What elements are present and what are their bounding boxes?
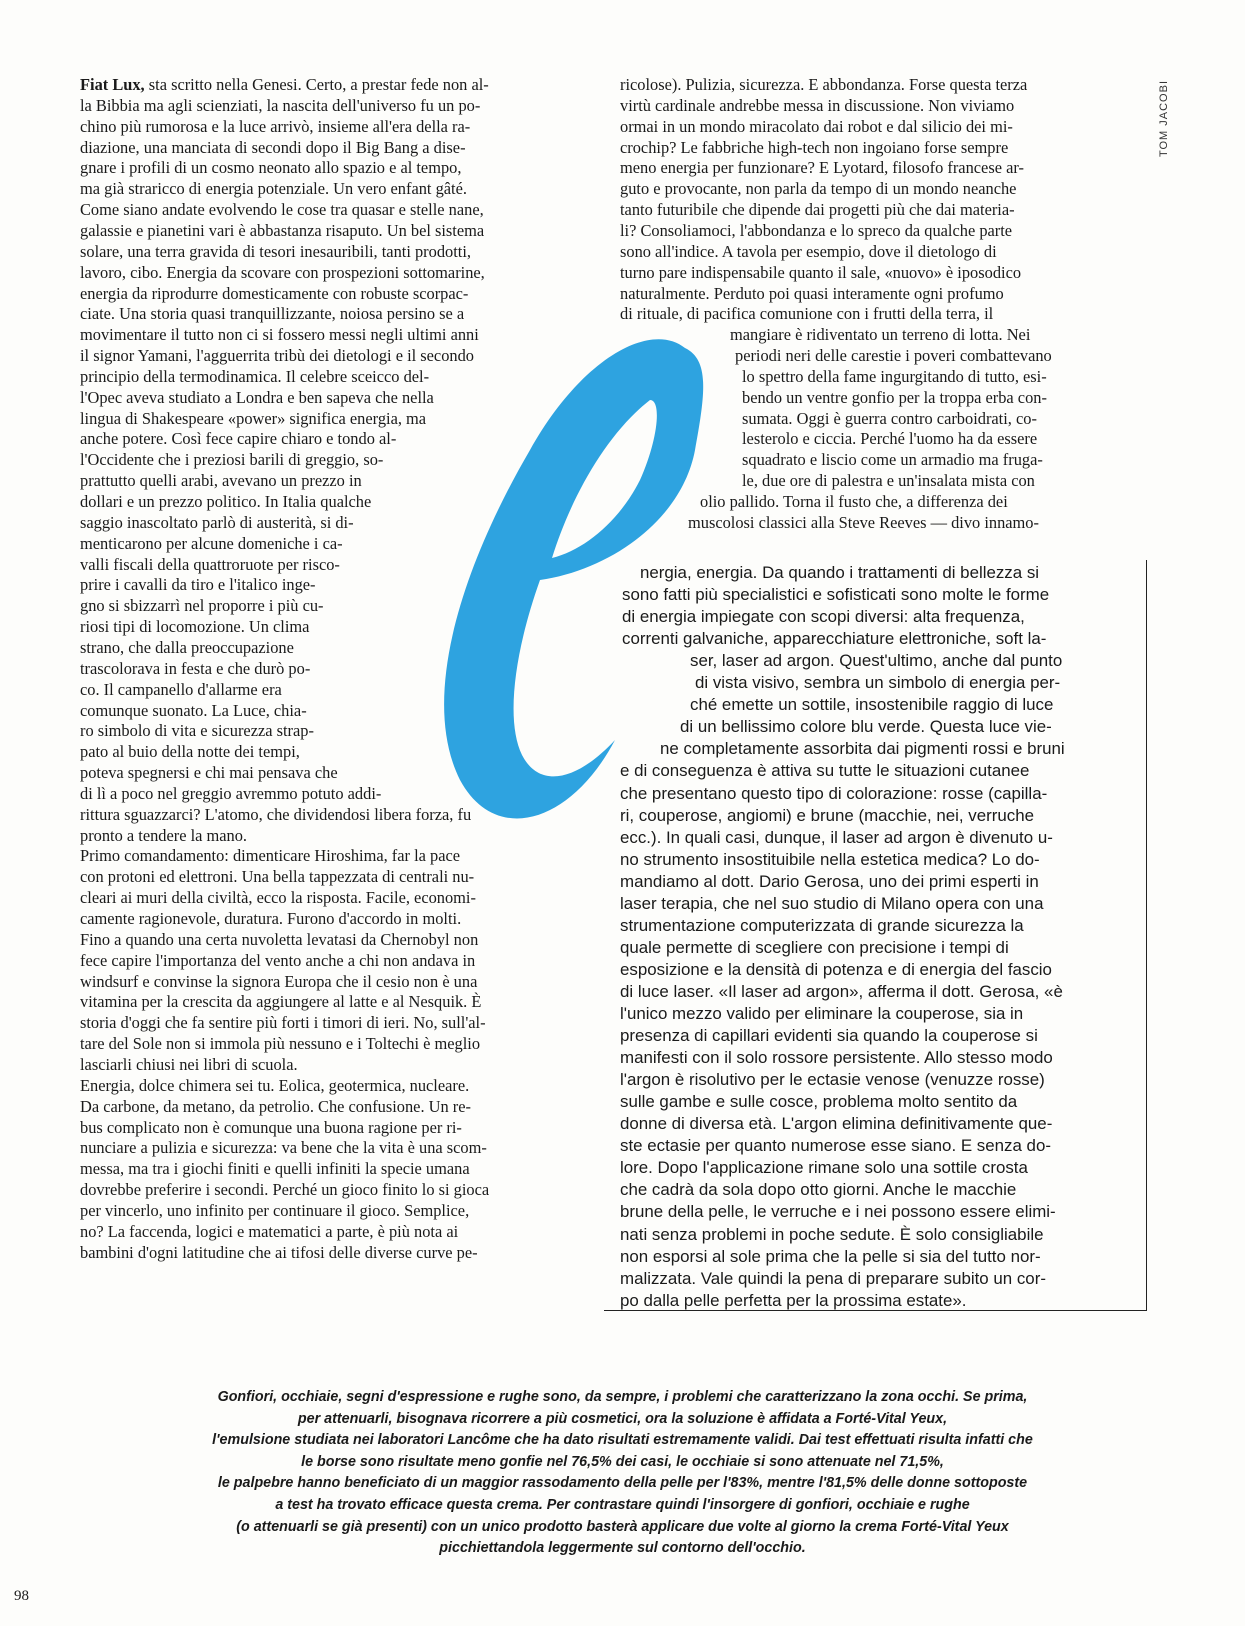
right-column-line: turno pare indispensabile quanto il sale, «nuovo» è iposodico [620, 262, 1022, 282]
caption-line: (o attenuarli se già presenti) con un unico prodotto basterà applicare due volte al giorno la crema Forté-Vital Yeux [236, 1518, 1009, 1535]
sidebar-line: che cadrà da sola dopo otto giorni. Anche le macchie [620, 1180, 1017, 1200]
right-column-line: tanto futuribile che dipende dai progetti più che dai materia- [620, 200, 1015, 220]
left-column-line: cleari ai muri della civiltà, ecco la risposta. Facile, economi- [80, 888, 476, 908]
right-column-line: bendo un ventre gonfio per la troppa erba con- [742, 387, 1047, 407]
left-column-line: bambini d'ogni latitudine che ai tifosi delle diverse curve pe- [80, 1242, 478, 1262]
left-column-line: solare, una terra gravida di tesori inesauribili, tanti prodotti, [80, 241, 471, 261]
right-column-line: le, due ore di palestra e un'insalata mista con [742, 471, 1035, 491]
left-column-line: strano, che dalla preoccupazione [80, 637, 294, 657]
left-column-line: rittura sguazzarci? L'atomo, che dividendosi libera forza, fu [80, 804, 472, 824]
right-column-line: li? Consoliamoci, l'abbondanza e lo spreco da qualche parte [620, 220, 1013, 240]
sidebar-line: sono fatti più specialistici e sofisticati sono molte le forme [622, 585, 1050, 605]
left-column-line: movimentare il tutto non ci si fossero messi negli ultimi anni [80, 325, 479, 345]
left-column-line: poteva spegnersi e chi mai pensava che [80, 763, 338, 783]
page-number: 98 [14, 1588, 29, 1604]
left-column-line: l'Occidente che i preziosi barili di greggio, so- [80, 450, 384, 470]
left-column-line: di lì a poco nel greggio avremmo potuto addi- [80, 783, 382, 803]
left-column-line: windsurf e convinse la signora Europa che il cesio non è una [80, 971, 478, 991]
left-column-line: tare del Sole non si immola più nessuno e i Toltechi è meglio [80, 1034, 481, 1054]
left-column-line: diazione, una manciata di secondi dopo il Big Bang a dise- [80, 137, 466, 157]
sidebar-line: donne di diversa età. L'argon elimina definitivamente que- [620, 1114, 1053, 1134]
sidebar-line: di vista visivo, sembra un simbolo di energia per- [695, 673, 1061, 693]
left-column-line: lasciarli chiusi nei libri di scuola. [80, 1054, 298, 1074]
right-column-line: ormai in un mondo miracolato dai robot e dal silicio dei mi- [620, 116, 1013, 136]
left-column-line: dovrebbe preferire i secondi. Perché un gioco finito lo si gioca [80, 1180, 490, 1200]
left-column-line: il signor Yamani, l'agguerrita tribù dei dietologi e il secondo [80, 346, 474, 366]
right-column-line: lesterolo e ciccia. Perché l'uomo ha da essere [742, 429, 1038, 449]
right-column-line: olio pallido. Torna il fusto che, a differenza dei [700, 492, 1008, 511]
left-column-line: trascolorava in festa e che durò po- [80, 658, 311, 678]
left-column-line: con protoni ed elettroni. Una bella tappezzata di centrali nu- [80, 867, 475, 887]
left-column-line: pato al buio della notte dei tempi, [80, 742, 300, 762]
sidebar-line: brune della pelle, le verruche e i nei possono essere elimi- [620, 1202, 1056, 1222]
right-column-line: periodi neri delle carestie i poveri combattevano [735, 346, 1052, 366]
right-column-line: guto e provocante, non parla da tempo di un mondo neanche [620, 179, 1017, 199]
left-column-line: bus complicato non è comunque una buona ragione per ri- [80, 1117, 462, 1137]
sidebar-line: di un bellissimo colore blu verde. Questa luce vie- [680, 717, 1052, 737]
caption-line: per attenuarli, bisognava ricorrere a più cosmetici, ora la soluzione è affidata a Forté-Vital Yeux, [297, 1410, 948, 1427]
right-column-line: lo spettro della fame ingurgitando di tutto, esi- [742, 366, 1047, 386]
lead-in: Fiat Lux, [80, 75, 145, 94]
right-column-line: di rituale, di pacifica comunione con i frutti della terra, il [620, 304, 994, 324]
sidebar-line: sulle gambe e sulle cosce, problema molto sentito da [620, 1092, 1018, 1112]
left-column-line: l'Opec aveva studiato a Londra e ben sapeva che nella [80, 387, 434, 407]
left-column-line: storia d'oggi che fa sentire più forti i timori di ieri. No, sull'al- [80, 1013, 486, 1033]
left-column-line: per vincerlo, uno infinito per continuare il gioco. Semplice, [80, 1200, 470, 1220]
right-column-line: mangiare è ridiventato un terreno di lotta. Nei [730, 325, 1031, 345]
sidebar-line: nergia, energia. Da quando i trattamenti di bellezza si [640, 563, 1040, 582]
sidebar-line: strumentazione computerizzata di grande sicurezza la [620, 915, 1024, 935]
sidebar-line: no strumento insostituibile nella estetica medica? Lo do- [620, 849, 1040, 869]
left-column-line: comunque suonato. La Luce, chia- [80, 700, 307, 720]
sidebar-line: ne completamente assorbita dai pigmenti rossi e bruni [660, 739, 1065, 759]
caption-line: Gonfiori, occhiaie, segni d'espressione e rughe sono, da sempre, i problemi che caratterizzano la zona occhi. Se prima, [217, 1389, 1028, 1405]
sidebar-line: lore. Dopo l'applicazione rimane solo una sottile crosta [620, 1158, 1028, 1178]
left-column-line: gno si sbizzarrì nel proporre i più cu- [80, 596, 324, 616]
right-column-line: virtù cardinale andrebbe messa in discussione. Non viviamo [620, 95, 1015, 115]
left-column-line: ma già straricco di energia potenziale. Un vero enfant gâté. [80, 179, 467, 199]
sidebar-line: l'argon è risolutivo per le ectasie venose (venuzze rosse) [620, 1070, 1045, 1090]
sidebar-line: correnti galvaniche, apparecchiature elettroniche, soft la- [622, 629, 1047, 649]
left-column-line: chino più rumorosa e la luce arrivò, insieme all'era della ra- [80, 116, 471, 136]
right-column-line: crochip? Le fabbriche high-tech non ingoiano forse sempre [620, 137, 1009, 157]
left-column-line: pronto a tendere la mano. [80, 825, 248, 845]
left-column-line: Da carbone, da metano, da petrolio. Che confusione. Un re- [80, 1096, 471, 1116]
sidebar-line: che presentano questo tipo di colorazione: rosse (capilla- [620, 783, 1048, 803]
left-column-line: dollari e un prezzo politico. In Italia qualche [80, 492, 372, 511]
caption-line: le palpebre hanno beneficiato di un maggior rassodamento della pelle per l'83%, mentre l'81,5% delle donne sottoposte [217, 1475, 1028, 1492]
caption-line: le borse sono risultate meno gonfie nel 76,5% dei casi, le occhiaie si sono attenuate nel 71,5%, [301, 1453, 944, 1470]
sidebar-line: esposizione e la densità di potenza e di energia del fascio [620, 959, 1052, 979]
left-column-line: gnare i profili di un cosmo neonato allo spazio e al tempo, [80, 158, 462, 178]
left-column-line: Fino a quando una certa nuvoletta levatasi da Chernobyl non [80, 929, 479, 949]
left-column-line: Come siano andate evolvendo le cose tra quasar e stelle nane, [80, 200, 484, 220]
right-column-line: muscolosi classici alla Steve Reeves — divo innamo- [688, 512, 1039, 532]
left-column-line: Primo comandamento: dimenticare Hiroshima, far la pace [80, 846, 461, 866]
left-column-line: lingua di Shakespeare «power» significa energia, ma [80, 408, 427, 428]
caption-line: a test ha trovato efficace questa crema. Per contrastare quindi l'insorgere di gonfiori, occhiaie e rughe [275, 1496, 970, 1513]
caption-line: picchiettandola leggermente sul contorno dell'occhio. [439, 1540, 806, 1557]
product-caption [100, 1387, 1145, 1560]
left-column-line: ciate. Una storia quasi tranquillizzante, noiosa persino se a [80, 304, 465, 324]
left-column-line: vitamina per la crescita da aggiungere al latte e al Nesquik. È [80, 992, 482, 1012]
left-column-line: messa, ma tra i giochi finiti e quelli infiniti la specie umana [80, 1159, 470, 1179]
sidebar-line: ché emette un sottile, insostenibile raggio di luce [690, 695, 1054, 715]
left-column-line: co. Il campanello d'allarme era [80, 679, 282, 699]
lead-text: sta scritto nella Genesi. Certo, a prestar fede non al- [144, 75, 489, 94]
left-column-line: fece capire l'importanza del vento anche a chi non andava in [80, 950, 476, 970]
left-column-line: nunciare a pulizia e sicurezza: va bene che la vita è una scom- [80, 1138, 487, 1158]
sidebar-line: l'unico mezzo valido per eliminare la couperose, sia in [620, 1004, 1024, 1023]
sidebar-line: quale permette di scegliere con precisione i tempi di [620, 937, 1009, 957]
left-column-line: Energia, dolce chimera sei tu. Eolica, geotermica, nucleare. [80, 1075, 470, 1095]
right-column-line: ricolose). Pulizia, sicurezza. E abbondanza. Forse questa terza [620, 75, 1028, 94]
right-column-line: sono all'indice. A tavola per esempio, dove il dietologo di [620, 241, 997, 261]
left-column-line: la Bibbia ma agli scienziati, la nascita dell'universo fu un po- [80, 95, 481, 115]
caption-line: l'emulsione studiata nei laboratori Lancôme che ha dato risultati estremamente validi. Dai test effettuati risulta infatti che [212, 1432, 1033, 1449]
sidebar-line: po dalla pelle perfetta per la prossima estate». [620, 1290, 967, 1310]
left-column-line: galassie e pianetini vari è abbastanza risaputo. Un bel sistema [80, 220, 485, 240]
sidebar-line: manifesti con il solo rossore persistente. Allo stesso modo [620, 1048, 1053, 1068]
sidebar-line: presenza di capillari evidenti sia quando la couperose si [620, 1026, 1038, 1046]
sidebar-line: nati senza problemi in poche sedute. È solo consigliabile [620, 1224, 1044, 1244]
left-column-line: lavoro, cibo. Energia da scovare con prospezioni sottomarine, [80, 262, 485, 282]
left-column-line: valli fiscali della quattroruote per risco- [80, 554, 340, 574]
left-column-line: anche potere. Così fece capire chiaro e tondo al- [80, 429, 397, 449]
sidebar-line: ri, couperose, angiomi) e brune (macchie, nei, verruche [620, 805, 1035, 825]
sidebar-line: di energia impiegate con scopi diversi: alta frequenza, [622, 607, 1025, 627]
sidebar-line: ste ectasie per quanto numerose esse siano. E senza do- [620, 1136, 1051, 1156]
left-column-line: no? La faccenda, logici e matematici a parte, è più nota ai [80, 1221, 459, 1241]
left-column-line: camente ragionevole, duratura. Furono d'accordo in molti. [80, 909, 462, 928]
left-column-line [80, 75, 489, 96]
photo-credit: TOM JACOBI [1158, 80, 1170, 158]
right-column-line: meno energia per funzionare? E Lyotard, filosofo francese ar- [620, 158, 1024, 178]
left-column-line: prire i cavalli da tiro e l'italico inge- [80, 575, 316, 595]
sidebar-line: ser, laser ad argon. Quest'ultimo, anche dal punto [690, 651, 1063, 671]
left-column-line: principio della termodinamica. Il celebre sceicco del- [80, 366, 430, 386]
left-column-line: menticarono per alcune domeniche i ca- [80, 533, 343, 553]
sidebar-line: mandiamo al dott. Dario Gerosa, uno dei primi esperti in [620, 871, 1039, 891]
sidebar-line: ecc.). In quali casi, dunque, il laser ad argon è divenuto u- [620, 827, 1053, 847]
sidebar-line: malizzata. Vale quindi la pena di preparare subito un cor- [620, 1268, 1046, 1288]
sidebar-line: di luce laser. «Il laser ad argon», afferma il dott. Gerosa, «è [620, 981, 1063, 1001]
left-column-line: prattutto quelli arabi, avevano un prezzo in [80, 471, 362, 491]
sidebar-line: non esporsi al sole prima che la pelle si sia del tutto nor- [620, 1246, 1041, 1266]
right-column-line: squadrato e liscio come un armadio ma fruga- [742, 450, 1043, 470]
right-column-line: naturalmente. Perduto poi quasi interamente ogni profumo [620, 283, 1004, 303]
sidebar-line: e di conseguenza è attiva su tutte le situazioni cutanee [620, 761, 1030, 781]
right-column-line: sumata. Oggi è guerra contro carboidrati, co- [742, 408, 1037, 428]
left-column-line: ro simbolo di vita e sicurezza strap- [80, 721, 314, 741]
left-column-line: saggio inascoltato parlò di austerità, si di- [80, 512, 354, 532]
sidebar-line: laser terapia, che nel suo studio di Milano opera con una [620, 893, 1044, 913]
left-column-line: energia da riprodurre domesticamente con robuste scorpac- [80, 283, 469, 303]
left-column-line: riosi tipi di locomozione. Un clima [80, 617, 310, 637]
